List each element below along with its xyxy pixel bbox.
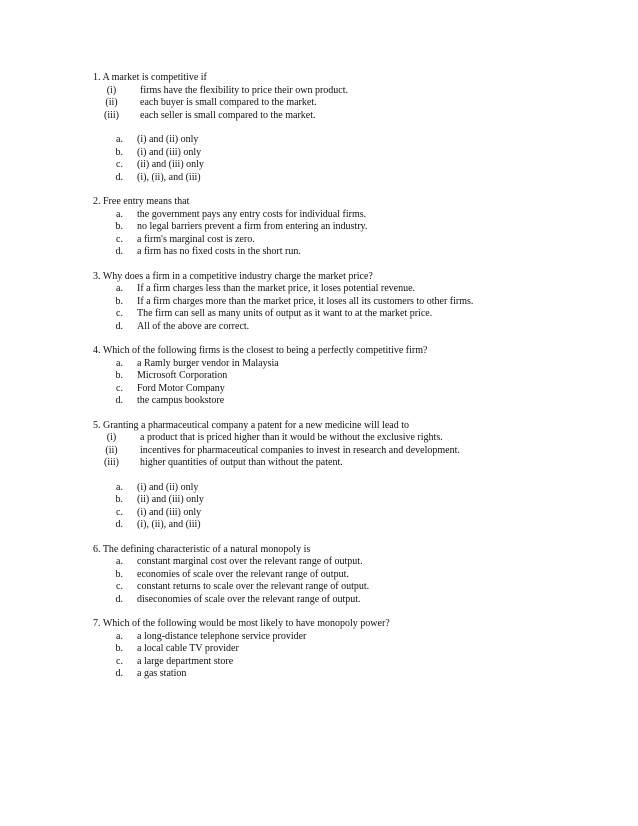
answer-options — [93, 209, 613, 259]
question-3 — [93, 271, 613, 334]
statement-numeral: (ii) — [105, 97, 118, 108]
option-letter: d. — [115, 320, 123, 332]
option-letter: b. — [115, 295, 123, 307]
answer-options — [93, 358, 613, 408]
answer-option — [93, 395, 613, 408]
option-letter: d. — [115, 246, 123, 257]
statement-text: firms have the flexibility to price their own product. — [140, 84, 348, 96]
answer-options — [93, 283, 613, 333]
option-text: (ii) and (iii) only — [137, 494, 204, 505]
answer-option — [93, 581, 613, 594]
option-letter: a. — [116, 481, 123, 493]
option-text: If a firm charges more than the market price, it loses all its customers to other firms. — [137, 295, 474, 307]
option-text: (i), (ii), and (iii) — [137, 519, 201, 530]
option-letter: b. — [115, 643, 123, 654]
statement-numeral: (ii) — [105, 444, 118, 456]
question-stem: 7. Which of the following would be most likely to have monopoly power? — [93, 618, 390, 629]
option-text: a gas station — [137, 668, 187, 679]
answer-option — [93, 631, 613, 644]
option-text: Microsoft Corporation — [137, 370, 228, 381]
option-letter: a. — [116, 283, 123, 294]
answer-option — [93, 308, 613, 321]
statement-numeral: (i) — [106, 84, 117, 96]
option-letter: b. — [115, 568, 123, 580]
answer-option — [93, 296, 613, 309]
answer-option — [93, 556, 613, 569]
option-text: (i) and (iii) only — [137, 506, 202, 518]
option-text: a firm has no fixed costs in the short run. — [137, 246, 301, 257]
option-letter: c. — [116, 382, 123, 394]
answer-option — [93, 370, 613, 383]
answer-options — [93, 134, 613, 184]
option-letter: d. — [115, 519, 123, 530]
statement-text: incentives for pharmaceutical companies to invest in research and development. — [140, 444, 460, 456]
answer-option — [93, 482, 613, 495]
option-text: a local cable TV provider — [137, 643, 239, 654]
answer-option — [93, 569, 613, 582]
option-text: Ford Motor Company — [137, 382, 225, 394]
answer-option — [93, 668, 613, 681]
statement-item — [93, 97, 613, 110]
answer-options — [93, 631, 613, 681]
option-letter: a. — [116, 630, 123, 642]
question-stem: 3. Why does a firm in a competitive industry charge the market price? — [93, 270, 373, 282]
statement-text: each seller is small compared to the market. — [140, 109, 316, 121]
answer-option — [93, 221, 613, 234]
option-text: diseconomies of scale over the relevant range of output. — [137, 593, 361, 605]
option-text: If a firm charges less than the market price, it loses potential revenue. — [137, 283, 416, 294]
option-text: (i) and (iii) only — [137, 146, 202, 158]
option-letter: d. — [115, 668, 123, 679]
option-letter: d. — [115, 395, 123, 406]
answer-option — [93, 321, 613, 334]
option-text: (i) and (ii) only — [137, 481, 199, 493]
statement-list — [93, 432, 613, 470]
option-letter: a. — [116, 134, 123, 145]
statement-item — [93, 85, 613, 98]
option-letter: c. — [116, 308, 123, 319]
option-text: a firm's marginal cost is zero. — [137, 233, 255, 245]
option-text: constant returns to scale over the relevant range of output. — [137, 581, 370, 592]
option-letter: b. — [115, 221, 123, 232]
question-2 — [93, 196, 613, 259]
answer-options — [93, 556, 613, 606]
statement-item — [93, 445, 613, 458]
answer-option — [93, 134, 613, 147]
answer-option — [93, 147, 613, 160]
answer-option — [93, 594, 613, 607]
option-text: constant marginal cost over the relevant range of output. — [137, 556, 363, 567]
question-5 — [93, 420, 613, 532]
question-stem: 5. Granting a pharmaceutical company a patent for a new medicine will lead to — [93, 419, 409, 431]
answer-option — [93, 507, 613, 520]
statement-numeral: (iii) — [104, 109, 119, 121]
option-text: (i) and (ii) only — [137, 134, 199, 145]
option-letter: b. — [115, 370, 123, 381]
option-letter: a. — [116, 208, 123, 220]
option-text: a long-distance telephone service provider — [137, 630, 307, 642]
statement-text: each buyer is small compared to the market. — [140, 97, 317, 108]
question-1 — [93, 72, 613, 184]
option-letter: a. — [116, 357, 123, 369]
option-letter: c. — [116, 233, 123, 245]
option-letter: d. — [115, 593, 123, 605]
option-letter: b. — [115, 146, 123, 158]
statement-text: higher quantities of output than without the patent. — [140, 457, 343, 468]
question-stem: 6. The defining characteristic of a natural monopoly is — [93, 543, 311, 555]
statement-item — [93, 457, 613, 470]
option-letter: a. — [116, 556, 123, 567]
option-text: (ii) and (iii) only — [137, 159, 204, 170]
answer-option — [93, 246, 613, 259]
statement-text: a product that is priced higher than it would be without the exclusive rights. — [140, 432, 443, 443]
answer-option — [93, 358, 613, 371]
option-text: a Ramly burger vendor in Malaysia — [137, 357, 279, 369]
question-stem: 2. Free entry means that — [93, 196, 190, 207]
answer-option — [93, 234, 613, 247]
statement-list — [93, 85, 613, 123]
option-letter: c. — [116, 581, 123, 592]
option-text: the government pays any entry costs for individual firms. — [137, 208, 367, 220]
option-letter: d. — [115, 171, 123, 183]
answer-option — [93, 159, 613, 172]
option-text: a large department store — [137, 655, 234, 667]
option-letter: c. — [116, 655, 123, 667]
option-text: All of the above are correct. — [137, 320, 250, 332]
option-text: The firm can sell as many units of output as it want to at the market price. — [137, 308, 433, 319]
option-letter: c. — [116, 506, 123, 518]
option-text: (i), (ii), and (iii) — [137, 171, 201, 183]
answer-option — [93, 494, 613, 507]
answer-option — [93, 519, 613, 532]
answer-option — [93, 209, 613, 222]
question-stem: 4. Which of the following firms is the closest to being a perfectly competitive firm? — [93, 345, 428, 356]
option-text: the campus bookstore — [137, 395, 225, 406]
option-text: no legal barriers prevent a firm from entering an industry. — [137, 221, 368, 232]
answer-option — [93, 172, 613, 185]
question-stem: 1. A market is competitive if — [93, 72, 207, 83]
option-letter: b. — [115, 494, 123, 505]
answer-option — [93, 383, 613, 396]
statement-item — [93, 110, 613, 123]
statement-item — [93, 432, 613, 445]
answer-options — [93, 482, 613, 532]
question-6 — [93, 544, 613, 607]
answer-option — [93, 643, 613, 656]
option-text: economies of scale over the relevant range of output. — [137, 568, 349, 580]
answer-option — [93, 656, 613, 669]
answer-option — [93, 283, 613, 296]
statement-numeral: (i) — [106, 432, 117, 443]
question-7 — [93, 618, 613, 681]
statement-numeral: (iii) — [104, 457, 119, 468]
question-4 — [93, 345, 613, 408]
option-letter: c. — [116, 159, 123, 170]
question-list — [93, 72, 613, 693]
